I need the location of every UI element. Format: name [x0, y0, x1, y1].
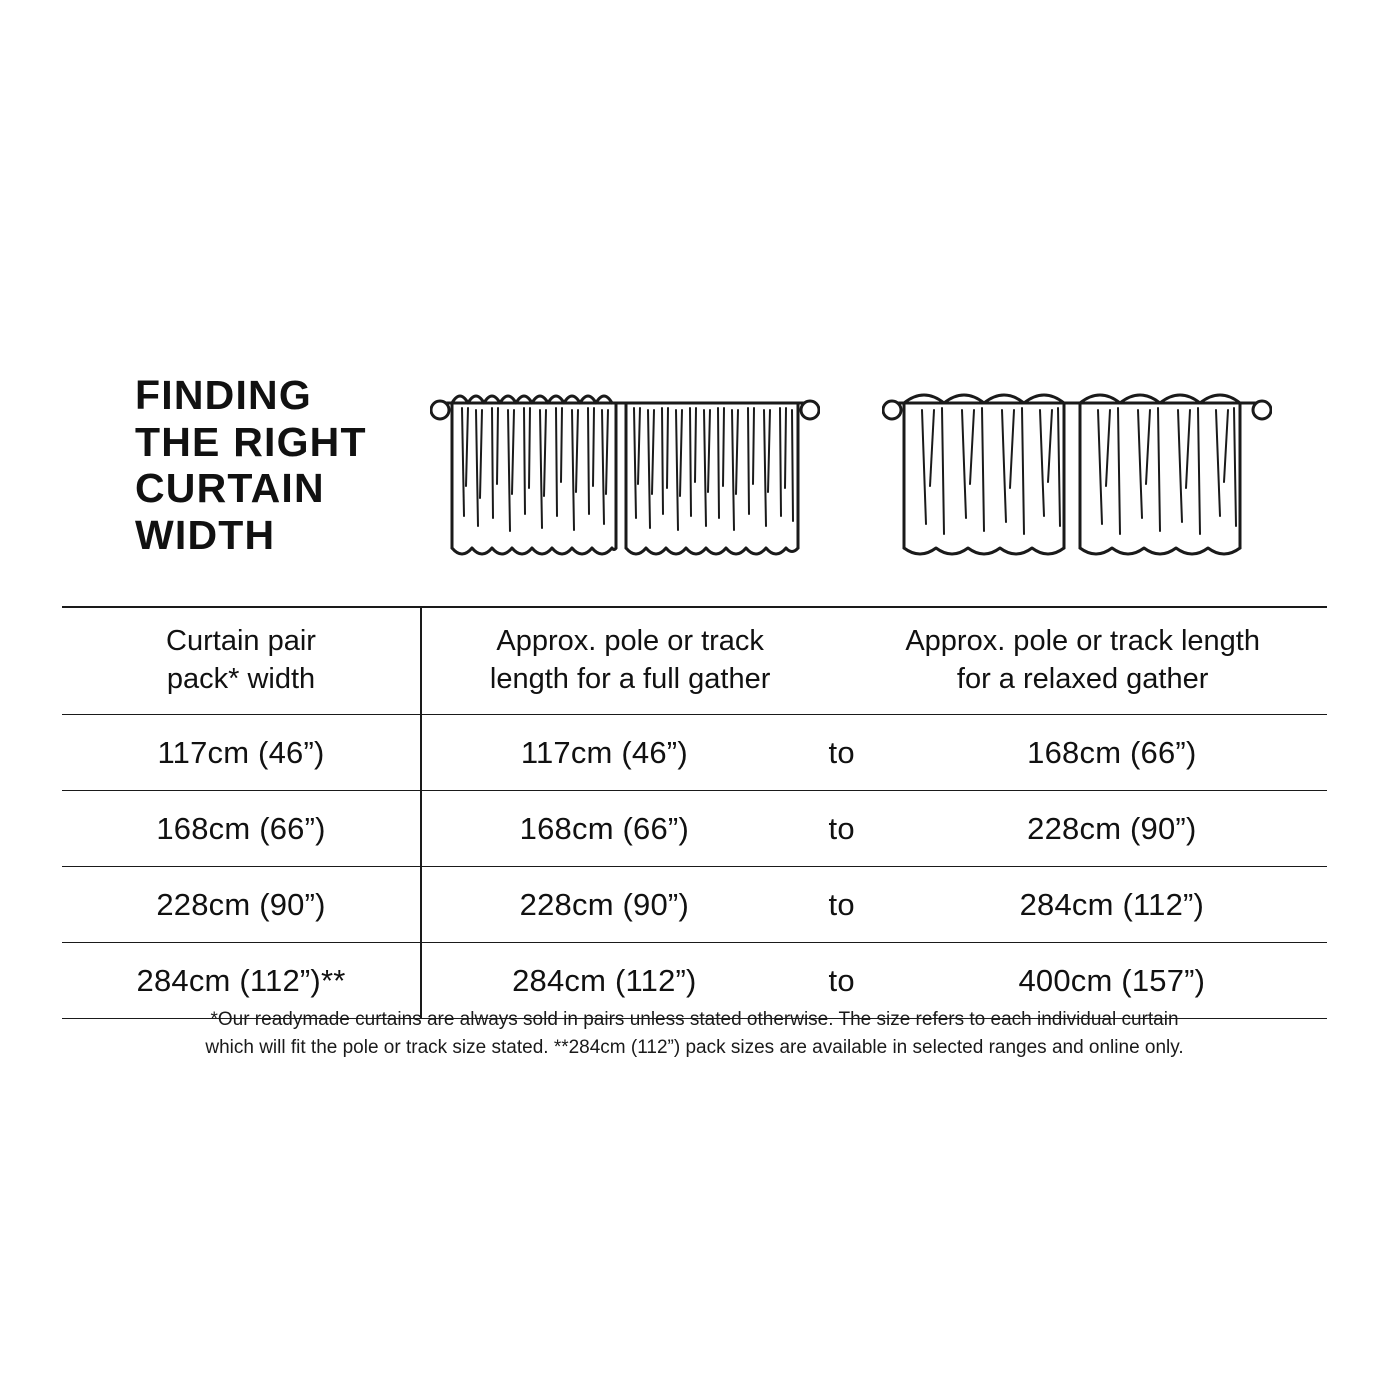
header-relaxed-gather-line-1: Approx. pole or track length [905, 625, 1260, 658]
cell-full-gather: 284cm (112”) [512, 962, 697, 998]
cell-full-gather: 228cm (90”) [519, 886, 689, 922]
header-relaxed-gather-line-2: for a relaxed gather [956, 663, 1209, 695]
curtain-width-table [62, 606, 1327, 1019]
relaxed-gather-curtain-illustration [882, 366, 1272, 581]
cell-relaxed-gather: 168cm (66”) [1027, 734, 1197, 770]
header-full-gather [422, 623, 838, 698]
header-gather-columns [422, 608, 1327, 714]
illustration-group [392, 360, 1327, 581]
cell-connector: to [828, 734, 855, 770]
page-title-line-2: THE RIGHT [135, 418, 367, 465]
footnote-line-1: *Our readymade curtains are always sold in pairs unless stated otherwise. The size refers to each individual curtain [210, 1009, 1179, 1030]
table-header-row [62, 608, 1327, 715]
full-gather-curtain-illustration [430, 366, 820, 581]
header-zone [62, 360, 1327, 605]
footnote-line-2: which will fit the pole or track size stated. **284cm (112”) pack sizes are available in selected ranges and online only. [205, 1036, 1184, 1058]
cell-pack-width: 284cm (112”)** [62, 943, 422, 1018]
header-full-gather-line-1: Approx. pole or track [496, 625, 764, 658]
table-row [62, 867, 1327, 943]
cell-pack-width: 168cm (66”) [62, 791, 422, 866]
cell-connector: to [828, 962, 855, 998]
table-row [62, 715, 1327, 791]
cell-full-gather: 117cm (46”) [520, 734, 688, 770]
cell-pack-width: 228cm (90”) [62, 867, 422, 942]
cell-connector: to [828, 886, 855, 922]
header-pack-width-line-1: Curtain pair [166, 625, 316, 658]
header-pack-width-line-2: pack* width [166, 663, 316, 695]
page-title-line-3: CURTAIN [135, 465, 325, 512]
cell-pack-width: 117cm (46”) [62, 715, 422, 790]
header-relaxed-gather [838, 623, 1327, 698]
footnote [62, 1006, 1327, 1061]
header-full-gather-line-2: length for a full gather [489, 663, 771, 695]
cell-relaxed-gather: 228cm (90”) [1027, 810, 1197, 846]
cell-relaxed-gather: 284cm (112”) [1019, 886, 1205, 922]
cell-full-gather: 168cm (66”) [519, 810, 689, 846]
cell-connector: to [828, 810, 855, 846]
cell-relaxed-gather: 400cm (157”) [1018, 962, 1206, 998]
header-pack-width [62, 608, 422, 714]
page-title-line-1: FINDING [135, 372, 312, 418]
page-title [62, 372, 392, 559]
page-title-line-4: WIDTH [135, 512, 276, 559]
table-row [62, 791, 1327, 867]
